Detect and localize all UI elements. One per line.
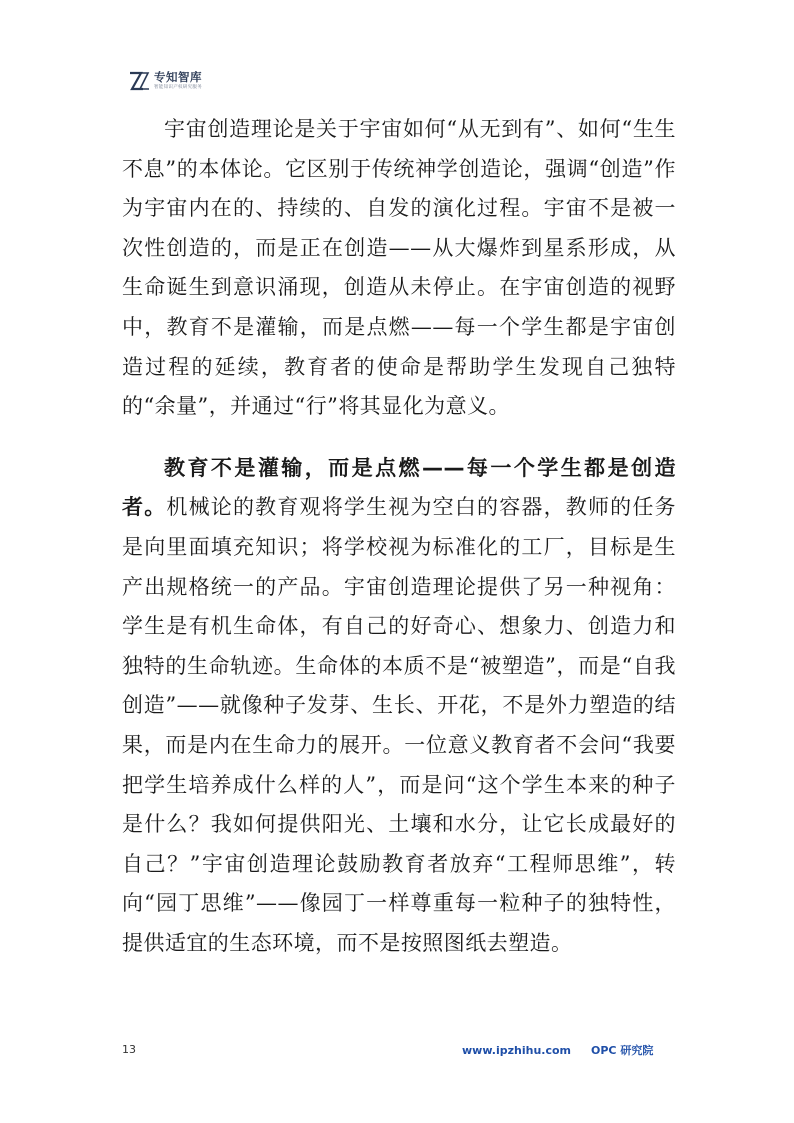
- institute-name: OPC 研究院: [591, 1044, 654, 1057]
- paragraph-lead: 教育不是灌输，而是点燃——每一个学生都是创造者。: [122, 455, 676, 520]
- zhizhi-logo-icon: [128, 70, 150, 92]
- paragraph-text: 机械论的教育观将学生视为空白的容器，教师的任务是向里面填充知识；将学校视为标准化的工厂，目标是生产出规格统一的产品。宇宙创造理论提供了另一种视角：学生是有机生命体，有自己的好奇心、想象力、创造力和独特的生命轨迹。生命体的本质不是“被塑造”，而是“自我创造”——就像种子发芽、生长、开花，不是外力塑造的结果，而是内在生命力的展开。一位意义教育者不会问“我要把学生培养成什么样的人”，而是问“这个学生本来的种子是什么？我如何提供阳光、土壤和水分，让它长成最好的自己？”宇宙创造理论鼓励教育者放弃“工程师思维”，转向“园丁思维”——像园丁一样尊重每一粒种子的独特性，提供适宜的生态环境，而不是按照图纸去塑造。: [122, 495, 676, 955]
- article-body: [122, 110, 676, 985]
- website-link[interactable]: www.ipzhihu.com: [462, 1044, 571, 1057]
- paragraph-2: [122, 449, 676, 964]
- paragraph-1: [122, 110, 676, 427]
- brand-logo: [128, 70, 202, 92]
- page-number: 13: [122, 1043, 136, 1056]
- logo-name: 专知智库: [154, 70, 202, 84]
- paragraph-text: 宇宙创造理论是关于宇宙如何“从无到有”、如何“生生不息”的本体论。它区别于传统神学创造论，强调“创造”作为宇宙内在的、持续的、自发的演化过程。宇宙不是被一次性创造的，而是正在创造——从大爆炸到星系形成，从生命诞生到意识涌现，创造从未停止。在宇宙创造的视野中，教育不是灌输，而是点燃——每一个学生都是宇宙创造过程的延续，教育者的使命是帮助学生发现自己独特的“余量”，并通过“行”将其显化为意义。: [122, 117, 676, 419]
- logo-tagline: 智能知识产权研究服务: [154, 84, 202, 90]
- footer-credits: [462, 1042, 673, 1058]
